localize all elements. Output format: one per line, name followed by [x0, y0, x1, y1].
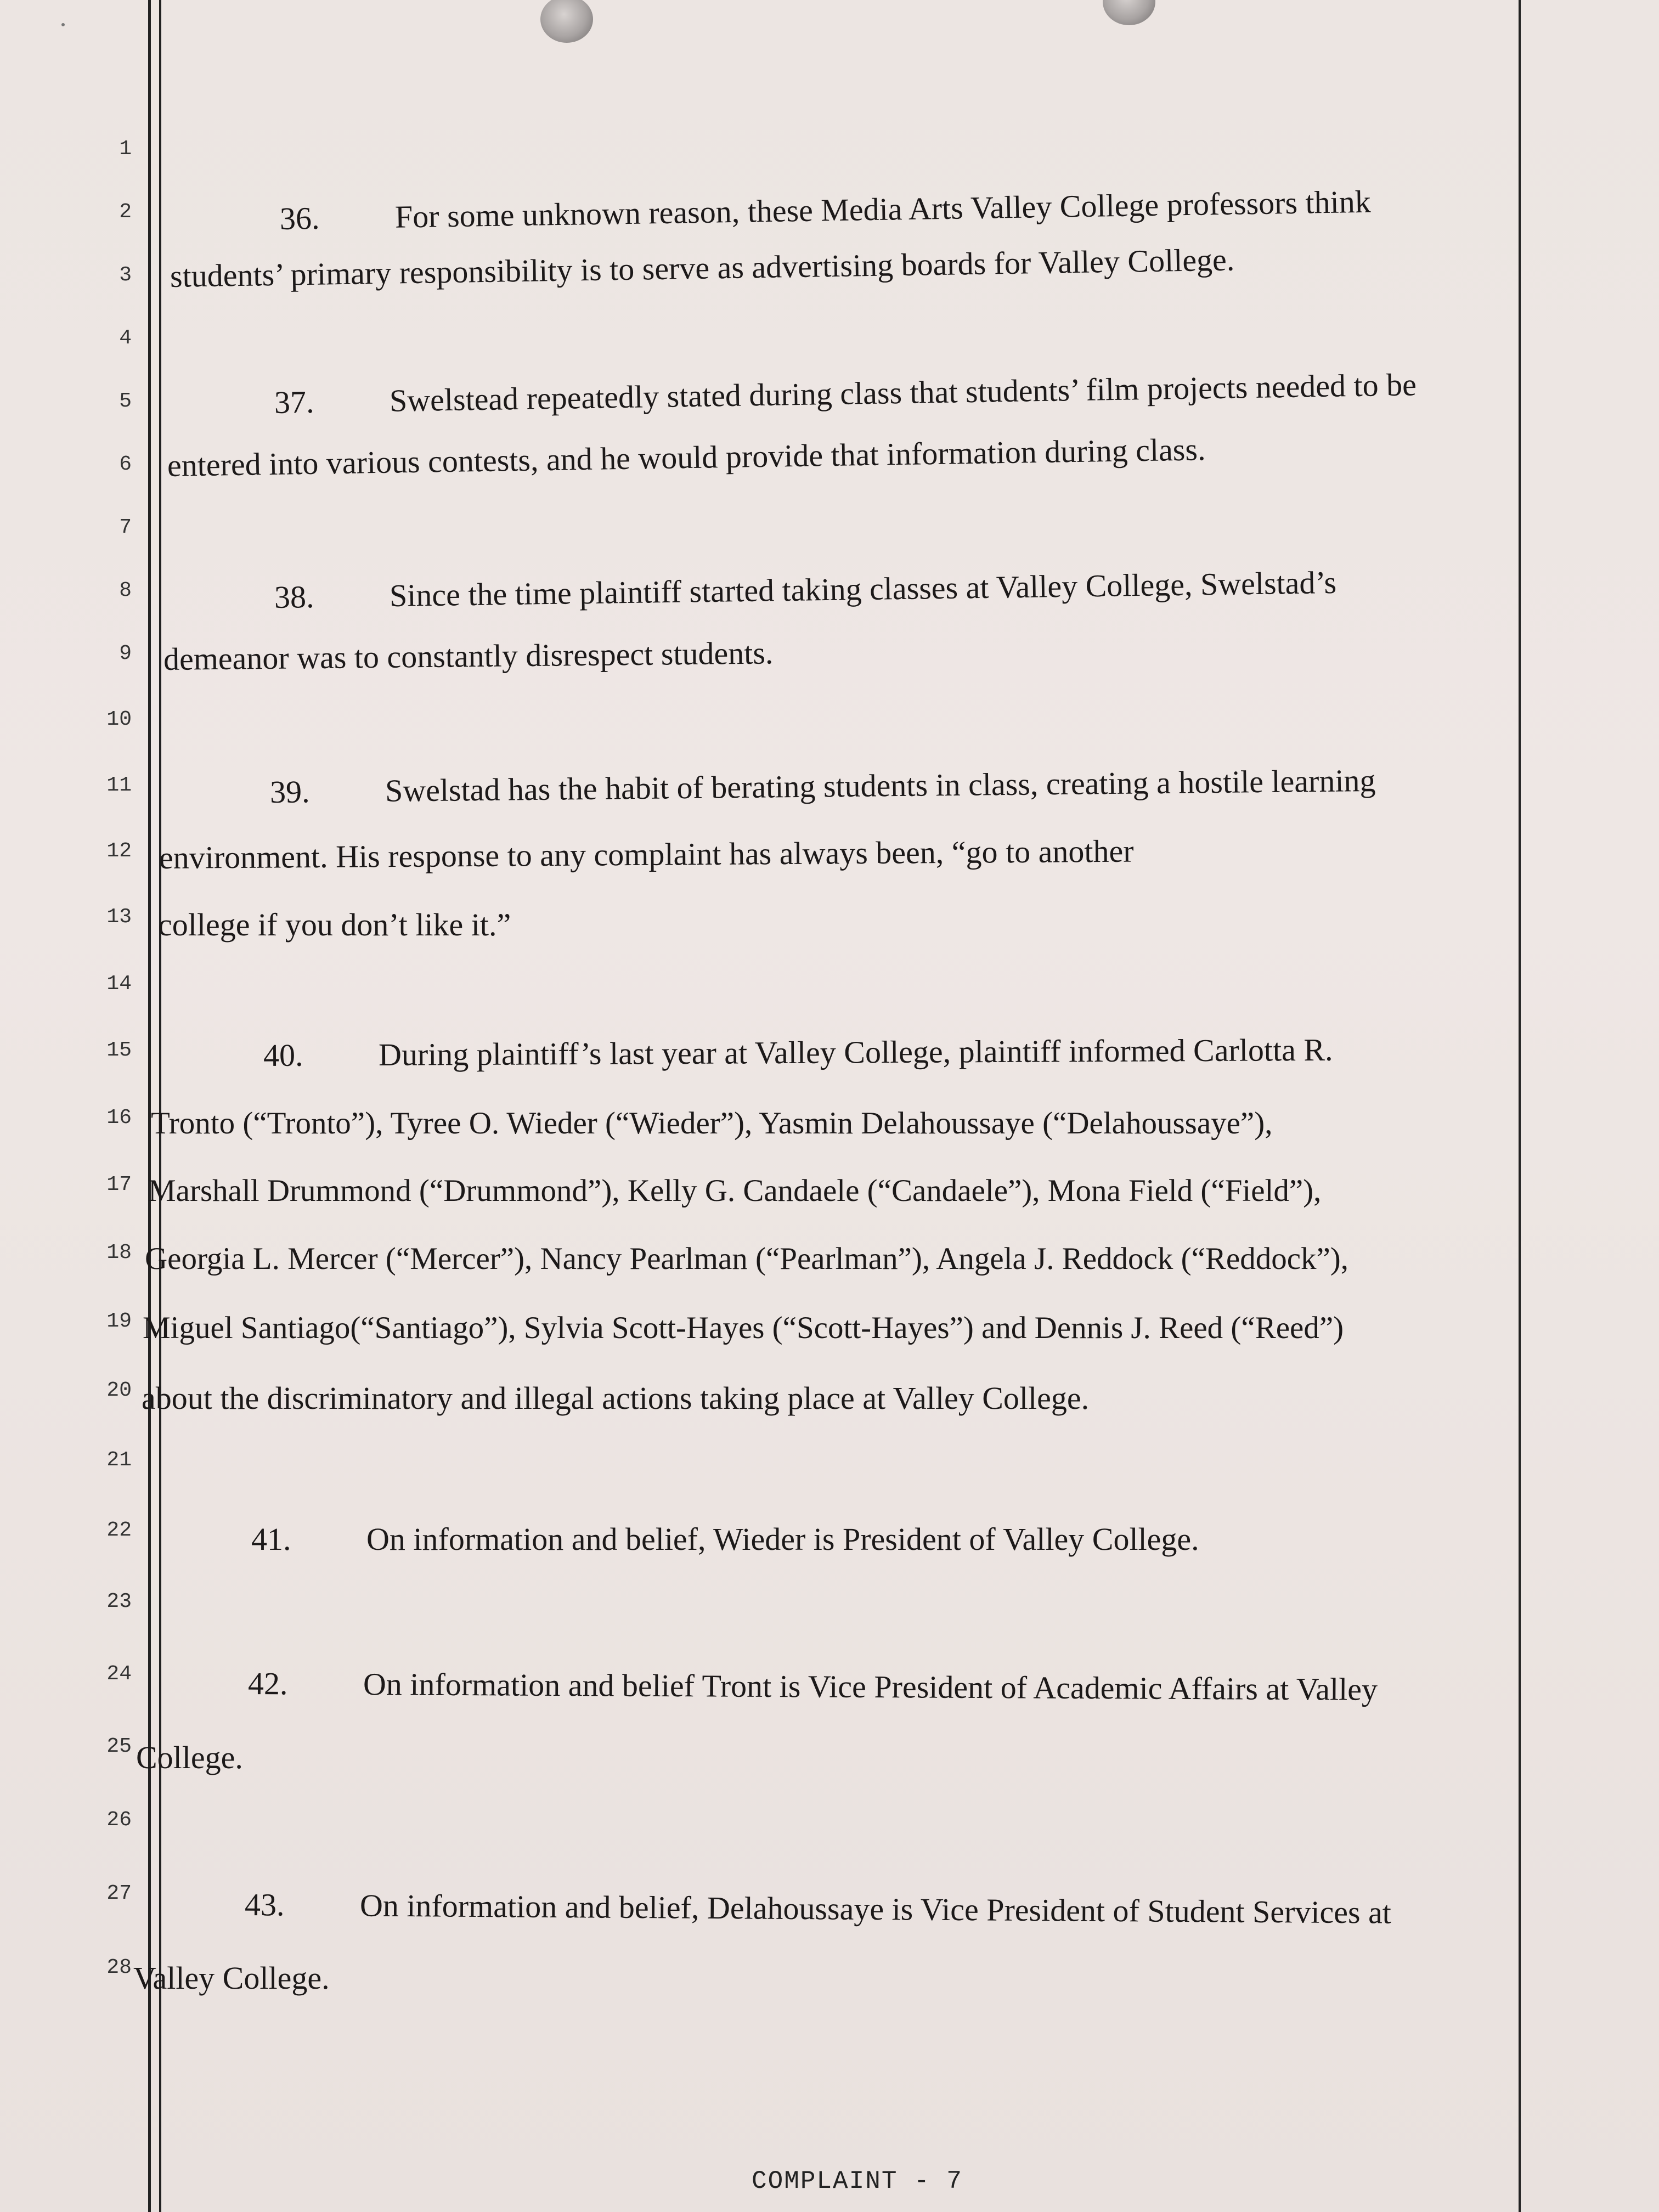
- paragraph-line: Swelstad has the habit of berating students in class, creating a hostile learning: [385, 762, 1376, 809]
- paragraph-number: 43.: [244, 1887, 285, 1923]
- paragraph-line: demeanor was to constantly disrespect students.: [163, 635, 774, 677]
- line-number: 23: [106, 1590, 132, 1613]
- line-number: 24: [106, 1662, 132, 1686]
- line-number: 7: [119, 516, 132, 539]
- paragraph-line: Swelstead repeatedly stated during class that students’ film projects needed to be: [389, 366, 1417, 419]
- paragraph-line: Georgia L. Mercer (“Mercer”), Nancy Pearlman (“Pearlman”), Angela J. Reddock (“Reddock”),: [145, 1242, 1349, 1276]
- line-number: 13: [106, 905, 132, 929]
- line-number: 15: [106, 1039, 132, 1062]
- paragraph-number: 39.: [269, 774, 310, 810]
- paragraph-line: Miguel Santiago(“Santiago”), Sylvia Scott-Hayes (“Scott-Hayes”) and Dennis J. Reed (“Reed”): [143, 1311, 1344, 1345]
- line-number: 9: [119, 642, 132, 665]
- paragraph-line: On information and belief Tront is Vice President of Academic Affairs at Valley: [363, 1666, 1378, 1707]
- line-number: 20: [106, 1379, 132, 1402]
- paragraph-line: Tronto (“Tronto”), Tyree O. Wieder (“Wieder”), Yasmin Delahoussaye (“Delahoussaye”),: [151, 1106, 1273, 1141]
- paragraph-first-line: [279, 183, 1371, 237]
- line-number: 17: [106, 1173, 132, 1197]
- punch-hole-left: [540, 0, 593, 43]
- dust-speck: [61, 23, 65, 26]
- paragraph-line: Marshall Drummond (“Drummond”), Kelly G. Candaele (“Candaele”), Mona Field (“Field”),: [148, 1173, 1322, 1208]
- paragraph-number: 38.: [274, 578, 314, 615]
- line-number: 14: [106, 972, 132, 996]
- line-number: 26: [106, 1808, 132, 1832]
- paragraph-line: environment. His response to any complaint has always been, “go to another: [159, 833, 1134, 876]
- line-number: 25: [106, 1735, 132, 1758]
- right-margin-rule: [1519, 0, 1521, 2212]
- paragraph-line: Valley College.: [133, 1960, 330, 1996]
- paragraph-number: 42.: [247, 1666, 288, 1702]
- line-number: 6: [119, 453, 132, 476]
- line-number: 5: [119, 390, 132, 413]
- paragraph-first-line: [245, 1886, 1391, 1931]
- paragraph-first-line: [263, 1031, 1333, 1074]
- paragraph-first-line: [270, 762, 1376, 810]
- line-number: 27: [106, 1882, 132, 1905]
- paragraph-line: During plaintiff’s last year at Valley College, plaintiff informed Carlotta R.: [378, 1031, 1333, 1073]
- punch-hole-right: [1103, 0, 1155, 25]
- paragraph-line: students’ primary responsibility is to serve as advertising boards for Valley College.: [170, 241, 1235, 294]
- line-number: 3: [119, 263, 132, 287]
- line-number: 8: [119, 579, 132, 602]
- paragraph-line: college if you don’t like it.”: [158, 907, 511, 943]
- paragraph-line: about the discriminatory and illegal actions taking place at Valley College.: [142, 1380, 1090, 1416]
- paragraph-number: 37.: [274, 383, 315, 420]
- paragraph-first-line: [274, 564, 1337, 616]
- paragraph-number: 41.: [251, 1521, 291, 1557]
- line-number: 4: [119, 326, 132, 350]
- paragraph-number: 40.: [263, 1037, 303, 1073]
- paragraph-line: On information and belief, Wieder is President of Valley College.: [366, 1521, 1199, 1557]
- line-number: 22: [106, 1519, 132, 1542]
- line-number: 11: [106, 774, 132, 797]
- paragraph-line: entered into various contests, and he would provide that information during class.: [167, 431, 1206, 483]
- paragraph-number: 36.: [279, 200, 320, 236]
- paragraph-line: College.: [136, 1740, 243, 1775]
- paragraph-line: On information and belief, Delahoussaye is Vice President of Student Services at: [359, 1887, 1392, 1931]
- line-number: 2: [119, 200, 132, 224]
- page-footer: COMPLAINT - 7: [752, 2167, 963, 2196]
- paragraph-first-line: [251, 1521, 1199, 1558]
- line-number: 28: [106, 1956, 132, 1979]
- paragraph-line: Since the time plaintiff started taking classes at Valley College, Swelstad’s: [389, 564, 1337, 614]
- line-number: 18: [106, 1241, 132, 1265]
- paragraph-first-line: [274, 366, 1417, 421]
- line-number: 1: [119, 137, 132, 161]
- line-number: 19: [106, 1310, 132, 1333]
- line-number: 12: [106, 839, 132, 863]
- paragraph-first-line: [248, 1665, 1378, 1708]
- line-number: 10: [106, 708, 132, 731]
- line-number: 21: [106, 1448, 132, 1472]
- paragraph-line: For some unknown reason, these Media Arts Valley College professors think: [394, 183, 1372, 235]
- line-number: 16: [106, 1106, 132, 1130]
